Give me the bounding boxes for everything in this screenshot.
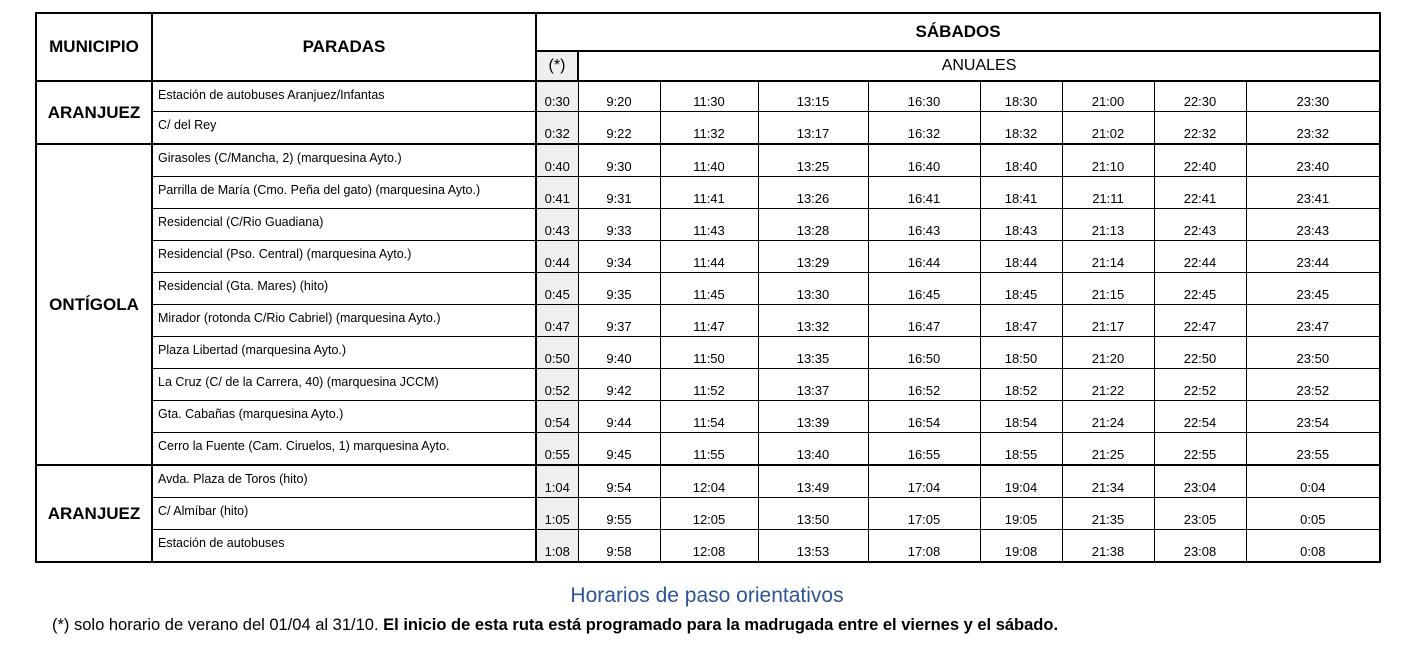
departure-time: 22:45 [1154, 273, 1246, 305]
summer-time: 0:44 [536, 241, 578, 273]
departure-time: 22:30 [1154, 81, 1246, 112]
departure-time: 17:05 [868, 498, 980, 530]
departure-time: 22:52 [1154, 369, 1246, 401]
departure-time: 16:41 [868, 177, 980, 209]
departure-time: 11:54 [660, 401, 758, 433]
departure-time: 16:47 [868, 305, 980, 337]
departure-time: 16:54 [868, 401, 980, 433]
departure-time: 16:43 [868, 209, 980, 241]
summer-time: 0:41 [536, 177, 578, 209]
stop-row [36, 401, 1380, 433]
departure-time: 21:38 [1062, 530, 1154, 563]
stop-name: Avda. Plaza de Toros (hito) [152, 465, 536, 498]
departure-time: 9:58 [578, 530, 660, 563]
departure-time: 13:32 [758, 305, 868, 337]
departure-time: 19:08 [980, 530, 1062, 563]
departure-time: 18:32 [980, 112, 1062, 145]
departure-time: 13:49 [758, 465, 868, 498]
departure-time: 18:30 [980, 81, 1062, 112]
municipio-cell: ARANJUEZ [36, 465, 152, 562]
departure-time: 22:44 [1154, 241, 1246, 273]
departure-time: 11:41 [660, 177, 758, 209]
departure-time: 11:32 [660, 112, 758, 145]
departure-time: 19:05 [980, 498, 1062, 530]
departure-time: 0:04 [1246, 465, 1380, 498]
departure-time: 16:45 [868, 273, 980, 305]
departure-time: 9:54 [578, 465, 660, 498]
note-title: Horarios de paso orientativos [570, 584, 844, 607]
stop-row [36, 433, 1380, 466]
departure-time: 9:22 [578, 112, 660, 145]
departure-time: 13:30 [758, 273, 868, 305]
departure-time: 18:55 [980, 433, 1062, 466]
summer-time: 0:54 [536, 401, 578, 433]
departure-time: 16:44 [868, 241, 980, 273]
footnote-bold: El inicio de esta ruta está programado para la madrugada entre el viernes y el sábado. [383, 616, 1059, 634]
summer-time: 1:08 [536, 530, 578, 563]
departure-time: 9:42 [578, 369, 660, 401]
departure-time: 11:30 [660, 81, 758, 112]
departure-time: 11:45 [660, 273, 758, 305]
departure-time: 11:52 [660, 369, 758, 401]
summer-time: 0:52 [536, 369, 578, 401]
departure-time: 22:50 [1154, 337, 1246, 369]
departure-time: 23:52 [1246, 369, 1380, 401]
stop-name: Parrilla de María (Cmo. Peña del gato) (marquesina Ayto.) [152, 177, 536, 209]
departure-time: 0:08 [1246, 530, 1380, 563]
departure-time: 21:13 [1062, 209, 1154, 241]
departure-time: 22:40 [1154, 144, 1246, 177]
departure-time: 23:47 [1246, 305, 1380, 337]
header-row-1 [36, 13, 1380, 51]
departure-time: 12:04 [660, 465, 758, 498]
departure-time: 16:52 [868, 369, 980, 401]
stop-name: Girasoles (C/Mancha, 2) (marquesina Ayto.) [152, 144, 536, 177]
stop-row [36, 112, 1380, 145]
stop-row [36, 337, 1380, 369]
paradas-header: PARADAS [152, 13, 536, 81]
stop-name: Plaza Libertad (marquesina Ayto.) [152, 337, 536, 369]
stop-name: C/ Almíbar (hito) [152, 498, 536, 530]
footnote [52, 616, 1058, 635]
departure-time: 22:41 [1154, 177, 1246, 209]
departure-time: 11:55 [660, 433, 758, 466]
departure-time: 21:22 [1062, 369, 1154, 401]
municipio-cell: ARANJUEZ [36, 81, 152, 144]
departure-time: 16:40 [868, 144, 980, 177]
departure-time: 21:25 [1062, 433, 1154, 466]
departure-time: 16:55 [868, 433, 980, 466]
departure-time: 9:44 [578, 401, 660, 433]
stop-name: Cerro la Fuente (Cam. Ciruelos, 1) marquesina Ayto. [152, 433, 536, 466]
summer-time: 0:43 [536, 209, 578, 241]
departure-time: 21:34 [1062, 465, 1154, 498]
departure-time: 22:47 [1154, 305, 1246, 337]
summer-time: 1:05 [536, 498, 578, 530]
summer-column-header: (*) [536, 51, 578, 81]
departure-time: 23:45 [1246, 273, 1380, 305]
departure-time: 13:35 [758, 337, 868, 369]
departure-time: 23:04 [1154, 465, 1246, 498]
departure-time: 9:45 [578, 433, 660, 466]
stop-row [36, 465, 1380, 498]
stop-row [36, 273, 1380, 305]
departure-time: 21:10 [1062, 144, 1154, 177]
departure-time: 11:40 [660, 144, 758, 177]
departure-time: 0:05 [1246, 498, 1380, 530]
departure-time: 21:02 [1062, 112, 1154, 145]
departure-time: 13:40 [758, 433, 868, 466]
stop-name: Residencial (Pso. Central) (marquesina Ayto.) [152, 241, 536, 273]
schedule-table [35, 12, 1381, 563]
stop-row [36, 305, 1380, 337]
departure-time: 23:40 [1246, 144, 1380, 177]
departure-time: 9:33 [578, 209, 660, 241]
season-header: ANUALES [578, 51, 1380, 81]
departure-time: 23:08 [1154, 530, 1246, 563]
departure-time: 22:55 [1154, 433, 1246, 466]
departure-time: 23:43 [1246, 209, 1380, 241]
departure-time: 9:37 [578, 305, 660, 337]
stop-name: Residencial (Gta. Mares) (hito) [152, 273, 536, 305]
departure-time: 9:31 [578, 177, 660, 209]
departure-time: 13:15 [758, 81, 868, 112]
summer-time: 0:30 [536, 81, 578, 112]
departure-time: 11:47 [660, 305, 758, 337]
departure-time: 16:50 [868, 337, 980, 369]
departure-time: 13:28 [758, 209, 868, 241]
municipio-header: MUNICIPIO [36, 13, 152, 81]
departure-time: 23:54 [1246, 401, 1380, 433]
schedule-table-wrapper [35, 12, 1379, 563]
departure-time: 21:35 [1062, 498, 1154, 530]
departure-time: 22:32 [1154, 112, 1246, 145]
departure-time: 23:44 [1246, 241, 1380, 273]
departure-time: 23:55 [1246, 433, 1380, 466]
summer-time: 0:45 [536, 273, 578, 305]
departure-time: 12:05 [660, 498, 758, 530]
departure-time: 18:43 [980, 209, 1062, 241]
departure-time: 13:26 [758, 177, 868, 209]
stop-row [36, 369, 1380, 401]
departure-time: 9:55 [578, 498, 660, 530]
departure-time: 23:50 [1246, 337, 1380, 369]
summer-time: 0:32 [536, 112, 578, 145]
departure-time: 23:32 [1246, 112, 1380, 145]
departure-time: 13:17 [758, 112, 868, 145]
stop-name: Residencial (C/Rio Guadiana) [152, 209, 536, 241]
departure-time: 18:52 [980, 369, 1062, 401]
departure-time: 22:54 [1154, 401, 1246, 433]
departure-time: 18:41 [980, 177, 1062, 209]
footnote-plain: (*) solo horario de verano del 01/04 al 31/10. [52, 616, 384, 634]
departure-time: 9:40 [578, 337, 660, 369]
departure-time: 21:24 [1062, 401, 1154, 433]
departure-time: 13:39 [758, 401, 868, 433]
departure-time: 18:54 [980, 401, 1062, 433]
departure-time: 23:05 [1154, 498, 1246, 530]
departure-time: 9:35 [578, 273, 660, 305]
departure-time: 18:50 [980, 337, 1062, 369]
stop-name: Estación de autobuses [152, 530, 536, 563]
departure-time: 11:44 [660, 241, 758, 273]
departure-time: 21:11 [1062, 177, 1154, 209]
departure-time: 16:30 [868, 81, 980, 112]
stop-row [36, 498, 1380, 530]
departure-time: 17:08 [868, 530, 980, 563]
departure-time: 11:50 [660, 337, 758, 369]
stop-name: La Cruz (C/ de la Carrera, 40) (marquesina JCCM) [152, 369, 536, 401]
stop-row [36, 241, 1380, 273]
stop-row [36, 530, 1380, 563]
departure-time: 18:44 [980, 241, 1062, 273]
departure-time: 16:32 [868, 112, 980, 145]
summer-time: 0:47 [536, 305, 578, 337]
summer-time: 0:50 [536, 337, 578, 369]
departure-time: 13:50 [758, 498, 868, 530]
stop-row [36, 177, 1380, 209]
departure-time: 21:00 [1062, 81, 1154, 112]
stop-row [36, 81, 1380, 112]
departure-time: 18:47 [980, 305, 1062, 337]
day-header: SÁBADOS [536, 13, 1380, 51]
municipio-cell: ONTÍGOLA [36, 144, 152, 465]
departure-time: 23:41 [1246, 177, 1380, 209]
departure-time: 13:29 [758, 241, 868, 273]
stop-name: Estación de autobuses Aranjuez/Infantas [152, 81, 536, 112]
departure-time: 13:53 [758, 530, 868, 563]
departure-time: 9:20 [578, 81, 660, 112]
departure-time: 9:30 [578, 144, 660, 177]
summer-time: 0:40 [536, 144, 578, 177]
departure-time: 21:14 [1062, 241, 1154, 273]
summer-time: 1:04 [536, 465, 578, 498]
departure-time: 18:40 [980, 144, 1062, 177]
departure-time: 22:43 [1154, 209, 1246, 241]
stop-row [36, 144, 1380, 177]
departure-time: 21:17 [1062, 305, 1154, 337]
stop-name: C/ del Rey [152, 112, 536, 145]
departure-time: 19:04 [980, 465, 1062, 498]
summer-time: 0:55 [536, 433, 578, 466]
departure-time: 11:43 [660, 209, 758, 241]
departure-time: 18:45 [980, 273, 1062, 305]
departure-time: 21:15 [1062, 273, 1154, 305]
stop-row [36, 209, 1380, 241]
departure-time: 13:37 [758, 369, 868, 401]
departure-time: 13:25 [758, 144, 868, 177]
stop-name: Mirador (rotonda C/Rio Cabriel) (marquesina Ayto.) [152, 305, 536, 337]
departure-time: 9:34 [578, 241, 660, 273]
departure-time: 23:30 [1246, 81, 1380, 112]
departure-time: 21:20 [1062, 337, 1154, 369]
stop-name: Gta. Cabañas (marquesina Ayto.) [152, 401, 536, 433]
departure-time: 17:04 [868, 465, 980, 498]
departure-time: 12:08 [660, 530, 758, 563]
